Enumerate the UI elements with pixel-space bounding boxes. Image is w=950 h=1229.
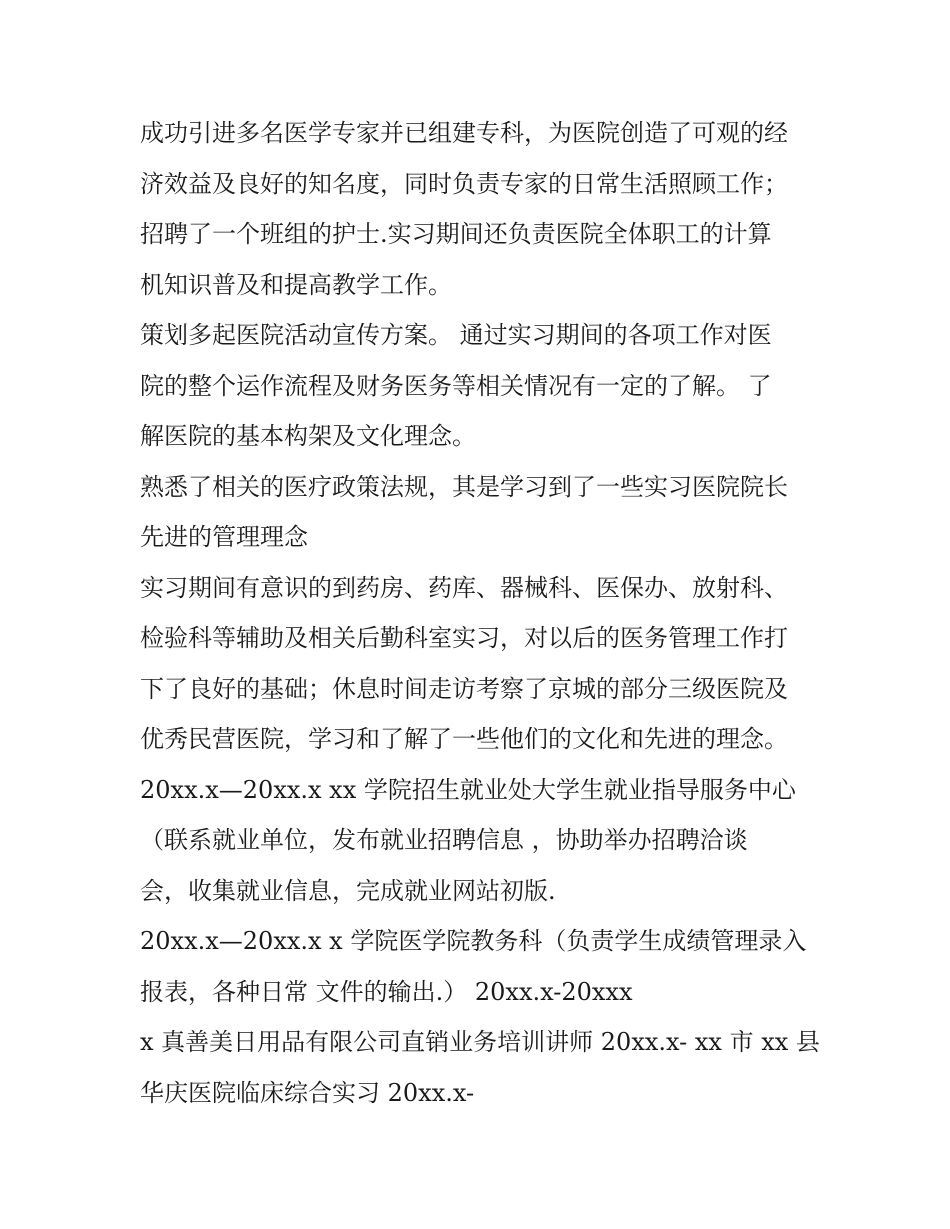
text-line: 成功引进多名医学专家并已组建专科，为医院创造了可观的经 — [140, 119, 788, 147]
body-text — [140, 108, 830, 1118]
text-line: 20xx.x—20xx.x xx 学院招生就业处大学生就业指导服务中心 — [140, 775, 796, 804]
text-line: 华庆医院临床综合实习 20xx.x- — [140, 1078, 475, 1107]
text-line: 报表，各种日常 文件的输出.） 20xx.x-20xxx — [140, 977, 633, 1006]
text-line: 策划多起医院活动宣传方案。 通过实习期间的各项工作对医 — [140, 321, 772, 349]
text-line: 优秀民营医院，学习和了解了一些他们的文化和先进的理念。 — [140, 725, 788, 753]
text-line: 机知识普及和提高教学工作。 — [140, 270, 452, 299]
text-line: （联系就业单位，发布就业招聘信息 ，协助举办招聘洽谈 — [140, 826, 748, 854]
text-line: 招聘了一个班组的护士.实习期间还负责医院全体职工的计算 — [140, 220, 772, 248]
text-line: 先进的管理理念 — [140, 523, 308, 551]
text-line: 20xx.x—20xx.x x 学院医学院教务科（负责学生成绩管理录入 — [140, 927, 807, 955]
text-line: 下了良好的基础；休息时间走访考察了京城的部分三级医院及 — [140, 674, 788, 703]
text-line: 解医院的基本构架及文化理念。 — [140, 422, 476, 450]
text-line: 院的整个运作流程及财务医务等相关情况有一定的了解。 了 — [140, 371, 772, 400]
text-line: 实习期间有意识的到药房、药库、器械科、医保办、放射科、 — [140, 573, 788, 602]
text-line: x 真善美日用品有限公司直销业务培训讲师 20xx.x- xx 市 xx 县 — [140, 1028, 820, 1056]
text-line: 熟悉了相关的医疗政策法规，其是学习到了一些实习医院院长 — [140, 472, 788, 501]
text-line: 济效益及良好的知名度，同时负责专家的日常生活照顾工作； — [140, 169, 788, 198]
text-line: 检验科等辅助及相关后勤科室实习，对以后的医务管理工作打 — [140, 624, 788, 652]
text-line: 会，收集就业信息，完成就业网站初版. — [140, 876, 556, 905]
